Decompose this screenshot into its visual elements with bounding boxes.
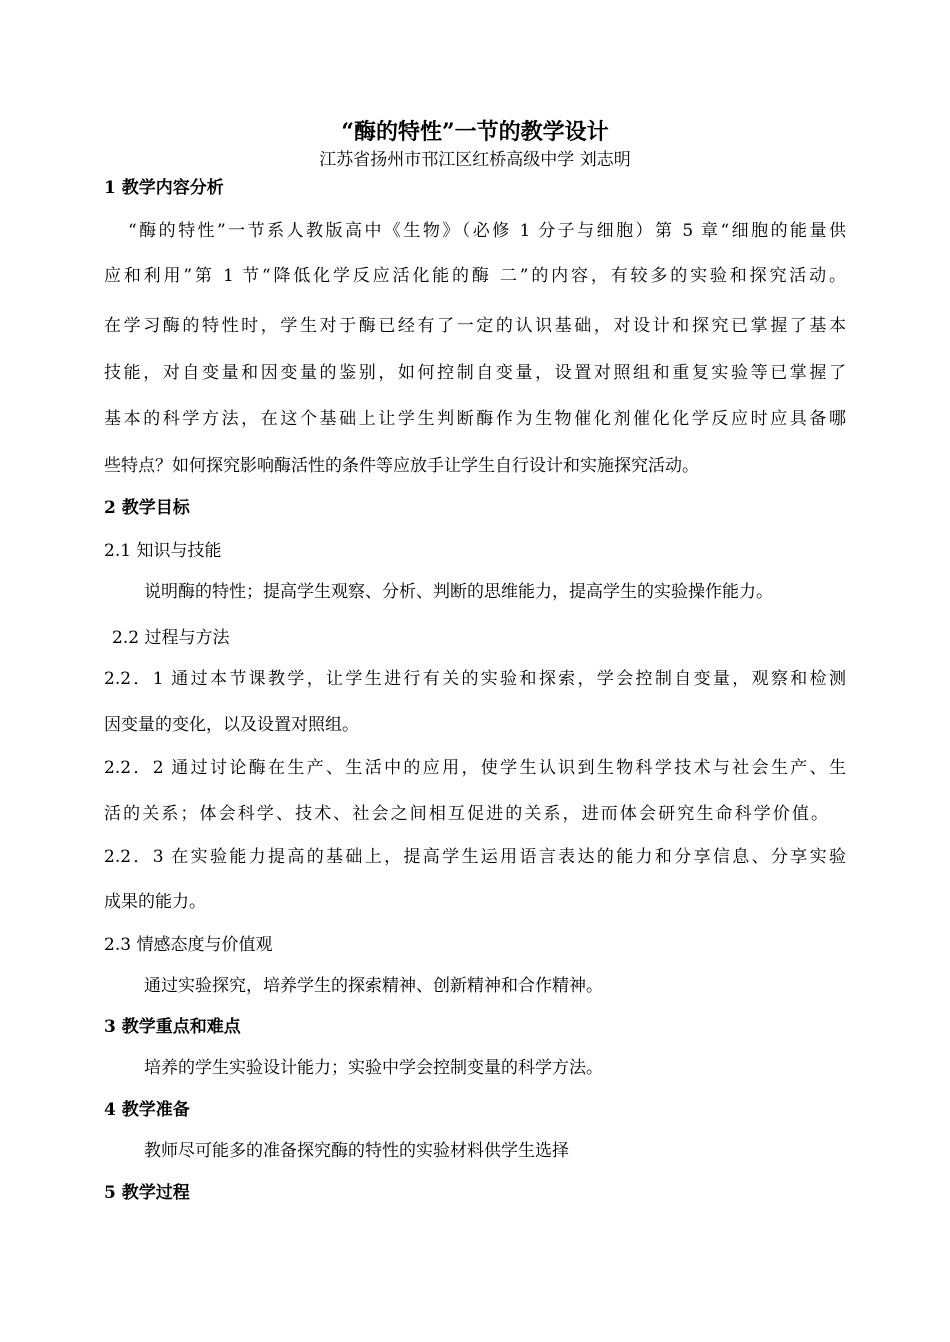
paragraph-line: 些特点？如何探究影响酶活性的条件等应放手让学生自行设计和实施探究活动。 [104, 456, 699, 476]
paragraph-line: 通过实验探究，培养学生的探索精神、创新精神和合作精神。 [144, 976, 603, 996]
paragraph-line: 成果的能力。 [104, 892, 206, 912]
section-heading-2: 2 教学目标 [104, 498, 190, 518]
paragraph-line: 培养的学生实验设计能力；实验中学会控制变量的科学方法。 [144, 1058, 603, 1078]
paragraph-line: 教师尽可能多的准备探究酶的特性的实验材料供学生选择 [144, 1141, 569, 1161]
paragraph-line: 技能，对自变量和因变量的鉴别，如何控制自变量，设置对照组和重复实验等已掌握了 [104, 363, 846, 383]
subsection-heading-2-2: 2.2 过程与方法 [112, 628, 230, 648]
paragraph-line: 说明酶的特性；提高学生观察、分析、判断的思维能力，提高学生的实验操作能力。 [144, 582, 773, 602]
paragraph-line: 在学习酶的特性时，学生对于酶已经有了一定的认识基础，对设计和探究已掌握了基本 [104, 316, 846, 336]
paragraph-line: 应和利用”第 1 节“降低化学反应活化能的酶 二”的内容，有较多的实验和探究活动。 [104, 266, 846, 286]
author-line: 江苏省扬州市邗江区红桥高级中学 刘志明 [319, 150, 631, 170]
paragraph-line: 因变量的变化，以及设置对照组。 [104, 715, 359, 735]
section-heading-3: 3 教学重点和难点 [104, 1017, 241, 1037]
paragraph-line: 2.2．1 通过本节课教学，让学生进行有关的实验和探索，学会控制自变量，观察和检测 [104, 669, 846, 689]
section-heading-1: 1 教学内容分析 [104, 178, 224, 198]
subsection-heading-2-3: 2.3 情感态度与价值观 [104, 935, 273, 955]
paragraph-line: 基本的科学方法，在这个基础上让学生判断酶作为生物催化剂催化化学反应时应具备哪 [104, 409, 846, 429]
paragraph-line: “酶的特性”一节系人教版高中《生物》（必修 1 分子与细胞）第 5 章“细胞的能量供 [128, 221, 846, 241]
subsection-heading-2-1: 2.1 知识与技能 [104, 541, 222, 561]
section-heading-4: 4 教学准备 [104, 1100, 190, 1120]
paragraph-line: 2.2．2 通过讨论酶在生产、生活中的应用，使学生认识到生物科学技术与社会生产、生 [104, 758, 846, 778]
section-heading-5: 5 教学过程 [104, 1183, 190, 1203]
paragraph-line: 活的关系；体会科学、技术、社会之间相互促进的关系，进而体会研究生命科学价值。 [104, 804, 828, 824]
paragraph-line: 2.2．3 在实验能力提高的基础上，提高学生运用语言表达的能力和分享信息、分享实验 [104, 847, 846, 867]
document-title: “酶的特性”一节的教学设计 [341, 119, 609, 145]
